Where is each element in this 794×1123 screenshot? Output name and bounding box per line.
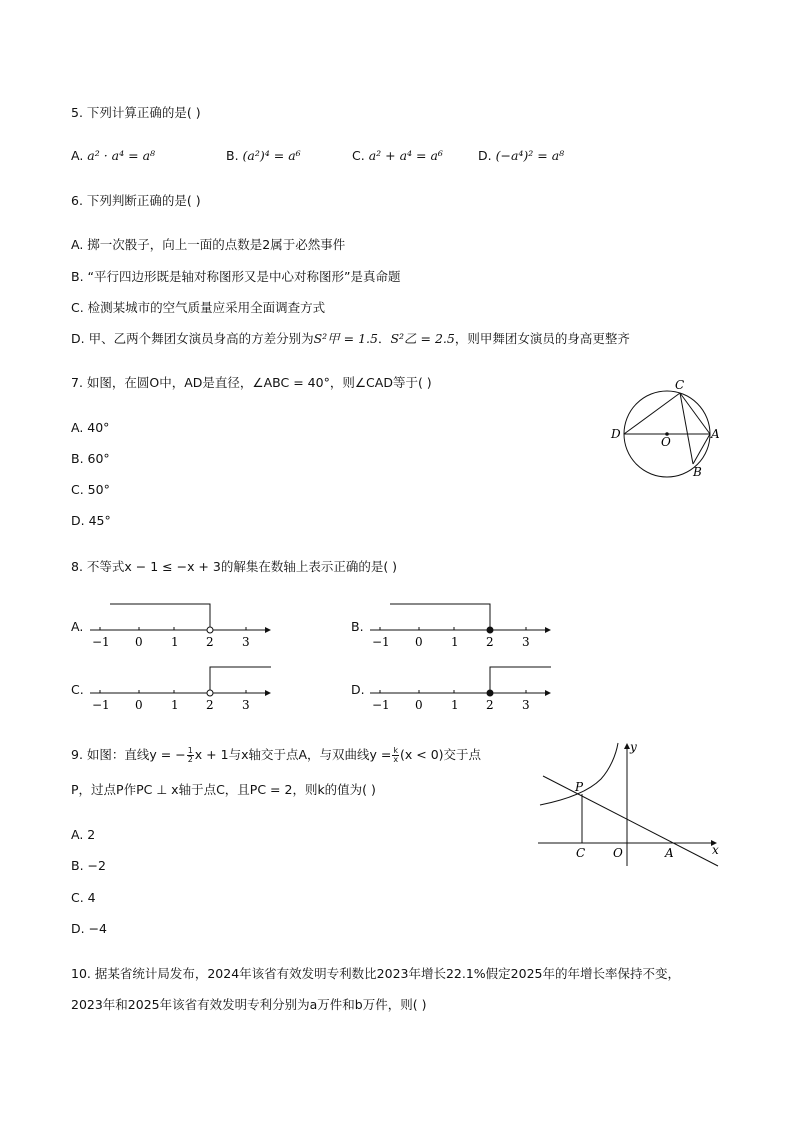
fraction-one-half [187, 747, 194, 764]
stem-text: x + 1与x轴交于点A，与双曲线y = [194, 747, 392, 762]
frac-den: 2 [187, 755, 193, 764]
chord-ca [680, 393, 710, 434]
q7-circle-figure [605, 372, 730, 484]
label-c: C [576, 846, 586, 860]
closed-dot [487, 627, 493, 633]
q9-option-b[interactable]: B. −2 [71, 858, 106, 873]
label-o: O [613, 846, 623, 860]
q7-option-d[interactable]: D. 45° [71, 513, 111, 528]
q6-option-d[interactable] [71, 331, 630, 347]
arrow-icon [545, 627, 551, 633]
option-expr: (a²)⁴ = a⁶ [242, 148, 301, 163]
q6-stem: 6. 下列判断正确的是( ) [71, 193, 201, 208]
q8-option-c[interactable]: C. [71, 682, 84, 697]
tick-label: 3 [522, 698, 530, 712]
chord-dc [624, 393, 680, 434]
label-b: B [693, 465, 702, 479]
line-graph [543, 776, 718, 866]
tick-label: 2 [486, 698, 494, 712]
arrow-icon [265, 690, 271, 696]
option-expr: (−a⁴)² = a⁸ [495, 148, 565, 163]
solution-ray [390, 604, 490, 630]
q6-option-b[interactable]: B. “平行四边形既是轴对称图形又是中心对称图形”是真命题 [71, 269, 401, 284]
label-x: x [712, 843, 719, 857]
open-dot [207, 627, 213, 633]
arrow-icon [265, 627, 271, 633]
q7-option-c[interactable]: C. 50° [71, 482, 110, 497]
frac-den: x [393, 755, 399, 764]
q9-option-d[interactable]: D. −4 [71, 921, 107, 936]
variance-jia: S²甲 = 1.5 [313, 331, 378, 346]
label-a: A [711, 427, 720, 441]
q7-option-b[interactable]: B. 60° [71, 451, 110, 466]
tick-label: 1 [171, 698, 179, 712]
tick-label: 3 [242, 635, 250, 649]
q7-option-a[interactable]: A. 40° [71, 420, 110, 435]
solution-ray [210, 667, 271, 693]
q5-option-b[interactable] [226, 148, 301, 164]
tick-label: 0 [415, 635, 423, 649]
number-line-a[interactable] [85, 600, 275, 650]
tick-label: 0 [415, 698, 423, 712]
q8-stem: 8. 不等式x − 1 ≤ −x + 3的解集在数轴上表示正确的是( ) [71, 559, 398, 574]
label-d: D [611, 427, 621, 441]
tick-label: 3 [242, 698, 250, 712]
open-dot [207, 690, 213, 696]
arrow-icon [545, 690, 551, 696]
q5-option-c[interactable] [352, 148, 443, 164]
tick-label: −1 [92, 698, 110, 712]
label-o: O [661, 435, 671, 449]
label-p: P [575, 780, 584, 794]
q7-stem: 7. 如图，在圆O中，AD是直径，∠ABC = 40°，则∠CAD等于( ) [71, 375, 432, 390]
frac-num: k [393, 746, 399, 755]
chord-cb [680, 393, 693, 464]
tick-label: 1 [171, 635, 179, 649]
q5-stem: 5. 下列计算正确的是( ) [71, 105, 201, 120]
tick-label: −1 [372, 635, 390, 649]
q8-option-b[interactable]: B. [351, 619, 364, 634]
stem-text: (x < 0)交于点 [400, 747, 482, 762]
tick-label: 0 [135, 698, 143, 712]
q9-stem-line2: P，过点P作PC ⊥ x轴于点C，且PC = 2，则k的值为( ) [71, 782, 376, 797]
tick-label: 2 [486, 635, 494, 649]
q9-option-c[interactable]: C. 4 [71, 890, 96, 905]
separator: ． [377, 331, 391, 346]
option-expr: a² + a⁴ = a⁶ [368, 148, 443, 163]
tick-label: 1 [451, 698, 459, 712]
label-a: A [665, 846, 674, 860]
solution-ray [490, 667, 551, 693]
number-line-c[interactable] [85, 663, 275, 713]
stem-text: 9. 如图：直线y = − [71, 747, 186, 762]
hyperbola-curve [540, 743, 618, 805]
q6-option-a[interactable]: A. 掷一次骰子，向上一面的点数是2属于必然事件 [71, 237, 346, 252]
tick-label: 2 [206, 698, 214, 712]
option-label: D. [478, 148, 492, 163]
option-label: B. [226, 148, 239, 163]
number-line-d[interactable] [365, 663, 555, 713]
frac-num: 1 [187, 746, 193, 755]
variance-yi: S²乙 = 2.5 [390, 331, 455, 346]
option-text-end: ，则甲舞团女演员的身高更整齐 [454, 331, 630, 346]
q9-stem-line1 [71, 745, 481, 765]
q6-option-c[interactable]: C. 检测某城市的空气质量应采用全面调查方式 [71, 300, 326, 315]
tick-label: −1 [92, 635, 110, 649]
q10-line2: 2023年和2025年该省有效发明专利分别为a万件和b万件，则( ) [71, 997, 427, 1012]
number-line-b[interactable] [365, 600, 555, 650]
q10-line1: 10. 据某省统计局发布，2024年该省有效发明专利数比2023年增长22.1%假定2025年的年增长率保持不变， [71, 966, 680, 981]
option-expr: a² · a⁴ = a⁸ [87, 148, 156, 163]
tick-label: 0 [135, 635, 143, 649]
solution-ray [110, 604, 210, 630]
q5-option-d[interactable] [478, 148, 564, 164]
tick-label: 3 [522, 635, 530, 649]
q9-graph-figure [530, 733, 725, 868]
label-y: y [630, 740, 637, 754]
q8-option-a[interactable]: A. [71, 619, 84, 634]
tick-label: −1 [372, 698, 390, 712]
q8-option-d[interactable]: D. [351, 682, 365, 697]
fraction-k-over-x [392, 747, 399, 764]
q5-option-a[interactable] [71, 148, 155, 164]
q9-option-a[interactable]: A. 2 [71, 827, 96, 842]
label-c: C [675, 378, 685, 392]
tick-label: 1 [451, 635, 459, 649]
closed-dot [487, 690, 493, 696]
option-label: C. [352, 148, 365, 163]
option-text: D. 甲、乙两个舞团女演员身高的方差分别为 [71, 331, 314, 346]
option-label: A. [71, 148, 84, 163]
tick-label: 2 [206, 635, 214, 649]
